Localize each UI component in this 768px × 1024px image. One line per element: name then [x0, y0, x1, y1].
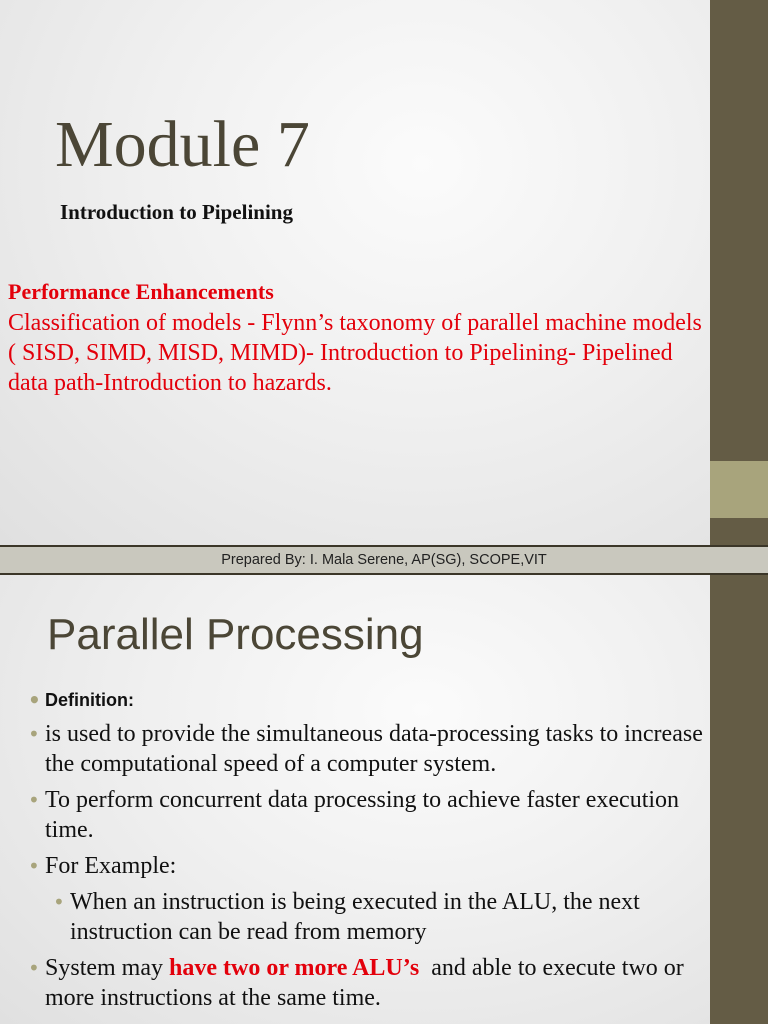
bullet-icon: •	[28, 688, 41, 712]
bullet-text: To perform concurrent data processing to achieve faster execution time.	[45, 787, 680, 843]
bullet-item	[0, 785, 705, 845]
bullet-item	[0, 953, 705, 1013]
bullet-text: For Example:	[45, 853, 177, 879]
sidebar-stripe	[710, 575, 768, 1024]
slide-subtitle: Introduction to Pipelining	[60, 200, 293, 224]
bullet-icon: •	[28, 722, 40, 746]
slide-title: Parallel Processing	[47, 610, 424, 659]
bullet-icon: •	[28, 854, 40, 878]
section-body: Classification of models - Flynn’s taxonomy of parallel machine models ( SISD, SIMD, MISD, MIMD)- Introduction to Pipelining- Pipelined data path-Introduction to hazards.	[8, 310, 702, 396]
bullet-item	[0, 687, 705, 713]
bullet-text-post: and able to execute two or more instructions at the same time.	[45, 955, 690, 1011]
bullet-text-pre: System may	[45, 955, 169, 981]
bullet-list	[0, 687, 705, 1019]
bullet-item	[0, 851, 705, 881]
slide-title: Module 7	[55, 108, 310, 181]
sub-bullet-item	[0, 887, 705, 947]
footer-text: Prepared By: I. Mala Serene, AP(SG), SCOPE,VIT	[221, 552, 547, 568]
bullet-highlight: have two or more ALU’s	[169, 955, 420, 981]
bullet-icon: •	[28, 788, 40, 812]
prepared-by-footer	[0, 545, 768, 575]
slide-parallel-processing	[0, 575, 768, 1024]
sidebar-accent-block	[710, 461, 768, 518]
section-heading: Performance Enhancements	[8, 279, 274, 304]
bullet-item	[0, 719, 705, 779]
bullet-text: is used to provide the simultaneous data-processing tasks to increase the computational speed of a computer system.	[45, 721, 703, 777]
bullet-text: When an instruction is being executed in the ALU, the next instruction can be read from memory	[70, 889, 640, 945]
bullet-text: Definition:	[45, 690, 134, 710]
bullet-icon: •	[28, 956, 40, 980]
bullet-icon: •	[53, 890, 65, 914]
